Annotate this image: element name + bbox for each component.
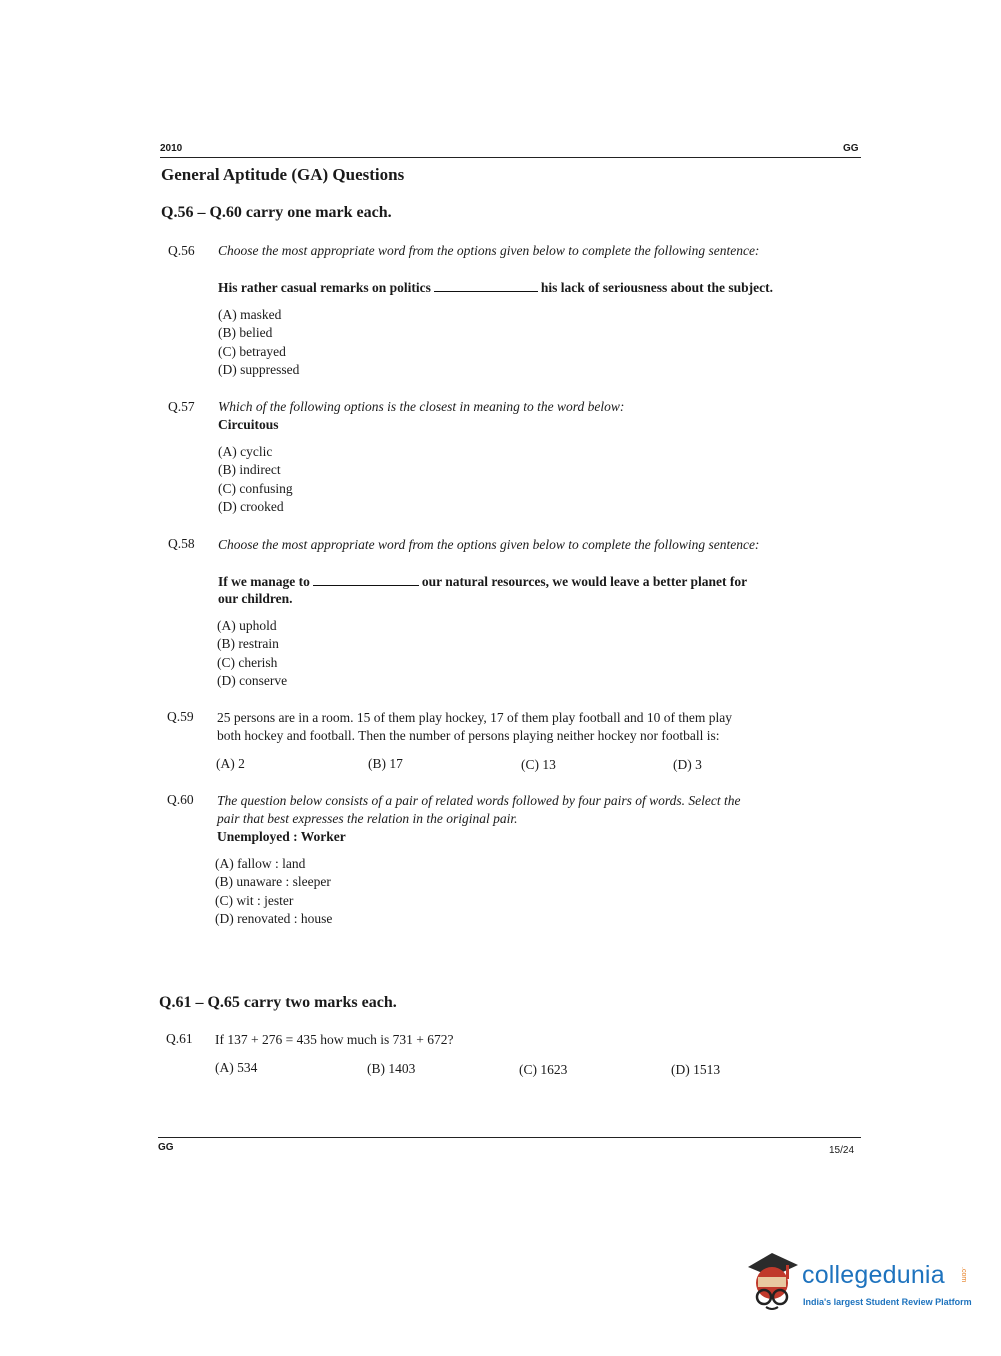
question-instruction: Which of the following options is the closest in meaning to the word below: [218,399,625,414]
option: (A) masked [218,307,282,322]
option: (A) cyclic [218,444,273,459]
option: (C) betrayed [218,343,286,359]
question-text-line: 25 persons are in a room. 15 of them play hockey, 17 of them play football and 10 of them play [217,710,732,725]
option: (D) suppressed [218,361,300,377]
option: (B) unaware : sleeper [215,874,331,890]
footer-code: GG [158,1142,174,1153]
section-heading-one-mark: Q.56 – Q.60 carry one mark each. [161,204,392,221]
option: (C) confusing [218,480,293,496]
stem-part: our natural resources, we would leave a better planet for [421,574,748,589]
option: (C) 13 [521,757,556,772]
question-instruction: Choose the most appropriate word from the options given below to complete the following sentence: [218,243,760,258]
option: (C) cherish [217,654,278,670]
option: (D) renovated : house [215,910,333,926]
question-stem-continued: our children. [218,591,293,606]
option: (D) crooked [218,498,284,514]
option: (A) 534 [215,1060,258,1075]
question-text: If 137 + 276 = 435 how much is 731 + 672? [215,1032,454,1047]
question-text-line: both hockey and football. Then the number of persons playing neither hockey nor football is: [217,728,720,743]
option: (D) 3 [673,757,702,772]
question-number: Q.60 [167,792,194,807]
mascot-icon [742,1247,802,1317]
option: (B) 17 [368,756,403,771]
question-number: Q.56 [168,243,195,258]
question-word-pair: Unemployed : Worker [217,829,346,844]
logo-suffix: .com [960,1267,967,1283]
header-rule [160,157,861,158]
option: (B) indirect [218,462,281,478]
header-year: 2010 [160,143,183,154]
question-number: Q.57 [168,399,195,414]
option: (A) uphold [217,618,277,633]
option: (D) conserve [217,672,288,688]
question-stem [218,279,858,297]
option-list [215,855,332,928]
question-number: Q.58 [168,536,195,551]
page-title: General Aptitude (GA) Questions [161,165,405,184]
logo-tagline: India's largest Student Review Platform [803,1297,972,1307]
question-text-line: pair that best expresses the relation in the original pair. [217,811,518,826]
option: (A) fallow : land [215,856,306,871]
option: (B) restrain [217,636,279,652]
answer-blank [313,585,419,586]
question-instruction: Choose the most appropriate word from the options given below to complete the following sentence: [218,537,760,552]
question-word: Circuitous [218,417,279,432]
option: (C) 1623 [519,1062,568,1077]
logo-name: collegedunia [802,1261,945,1289]
answer-blank [434,291,538,292]
stem-part: If we manage to [218,574,310,589]
question-number: Q.61 [166,1031,193,1046]
question-text-line: The question below consists of a pair of related words followed by four pairs of words. Select the [217,793,741,808]
option: (B) belied [218,325,273,341]
option-list [218,443,293,516]
footer-page-number: 15/24 [829,1145,855,1156]
footer-rule [158,1137,861,1138]
stem-part: his lack of seriousness about the subject. [540,280,774,295]
question-stem [218,573,858,591]
option-list [218,306,299,379]
option-list [217,617,287,690]
option: (D) 1513 [671,1062,721,1077]
option: (B) 1403 [367,1061,416,1076]
collegedunia-logo [740,1245,975,1320]
option: (A) 2 [216,756,245,771]
option: (C) wit : jester [215,892,294,908]
header-code: GG [843,143,859,154]
question-number: Q.59 [167,709,194,724]
section-heading-two-marks: Q.61 – Q.65 carry two marks each. [159,994,397,1011]
stem-part: His rather casual remarks on politics [218,280,431,295]
